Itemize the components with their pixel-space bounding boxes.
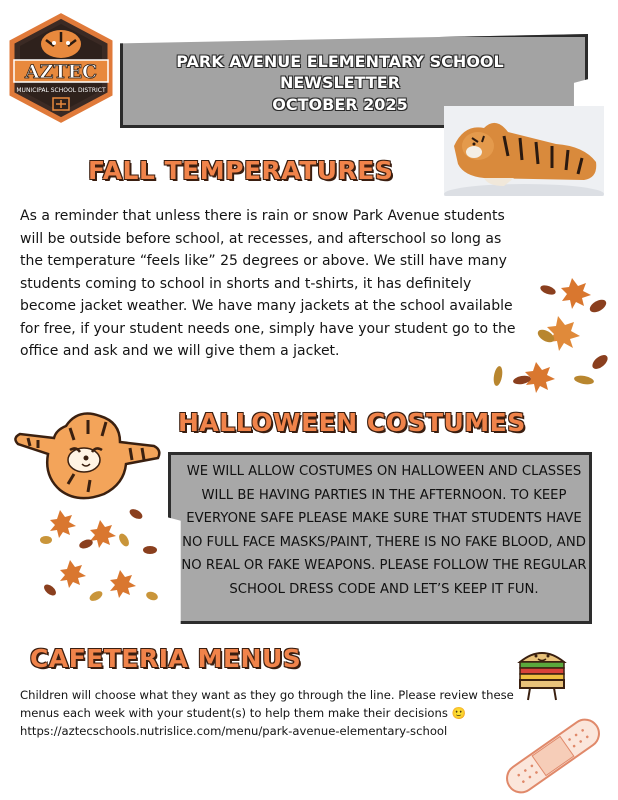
tiger-photo — [444, 106, 604, 196]
logo-subtitle: MUNICIPAL SCHOOL DISTRICT — [16, 87, 106, 94]
aztec-logo — [6, 12, 116, 124]
cafeteria-menus-text — [20, 686, 530, 740]
sandwich-icon — [512, 642, 572, 704]
bandaid-icon — [498, 716, 608, 796]
cafeteria-menus-heading: CAFETERIA MENUS — [30, 644, 302, 673]
cafeteria-menu-link[interactable]: https://aztecschools.nutrislice.com/menu/park-avenue-elementary-school — [20, 724, 448, 738]
autumn-leaves-decoration — [488, 276, 612, 400]
cafeteria-instructions: Children will choose what they want as they go through the line. Please review these menus each week with your student(s) to help them make their decisions 🙂 — [20, 688, 514, 720]
falling-leaves-decoration — [40, 500, 170, 610]
logo-name: AZTEC — [24, 61, 98, 83]
halloween-costumes-heading: HALLOWEEN COSTUMES — [178, 408, 526, 437]
fall-temperatures-heading: FALL TEMPERATURES — [88, 156, 394, 185]
fall-temperatures-text: As a reminder that unless there is rain or snow Park Avenue students will be outside before school, at recesses, and afterschool so long as the temperature “feels like” 25 degrees or above. We still have many students coming to school in shorts and t-shirts, it has definitely become jacket weather. We have many jackets at the school available for free, if your student needs one, simply have your student go to the office and ask and we will give them a jacket. — [20, 208, 516, 359]
issue-date: OCTOBER 2025 — [272, 94, 408, 114]
school-name: PARK AVENUE ELEMENTARY SCHOOL — [176, 51, 504, 71]
halloween-costumes-text: WE WILL ALLOW COSTUMES ON HALLOWEEN AND CLASSES WILL BE HAVING PARTIES IN THE AFTERNOON. TO KEEP EVERYONE SAFE PLEASE MAKE SURE THAT STUDENTS HAVE NO FULL FACE MASKS/PAINT, THERE IS NO FAKE BLOOD, AND NO REAL OR FAKE WEAPONS. PLEASE FOLLOW THE REGULAR SCHOOL DRESS CODE AND LET’S KEEP IT FUN. — [181, 464, 587, 597]
newsletter-label: NEWSLETTER — [279, 73, 401, 93]
